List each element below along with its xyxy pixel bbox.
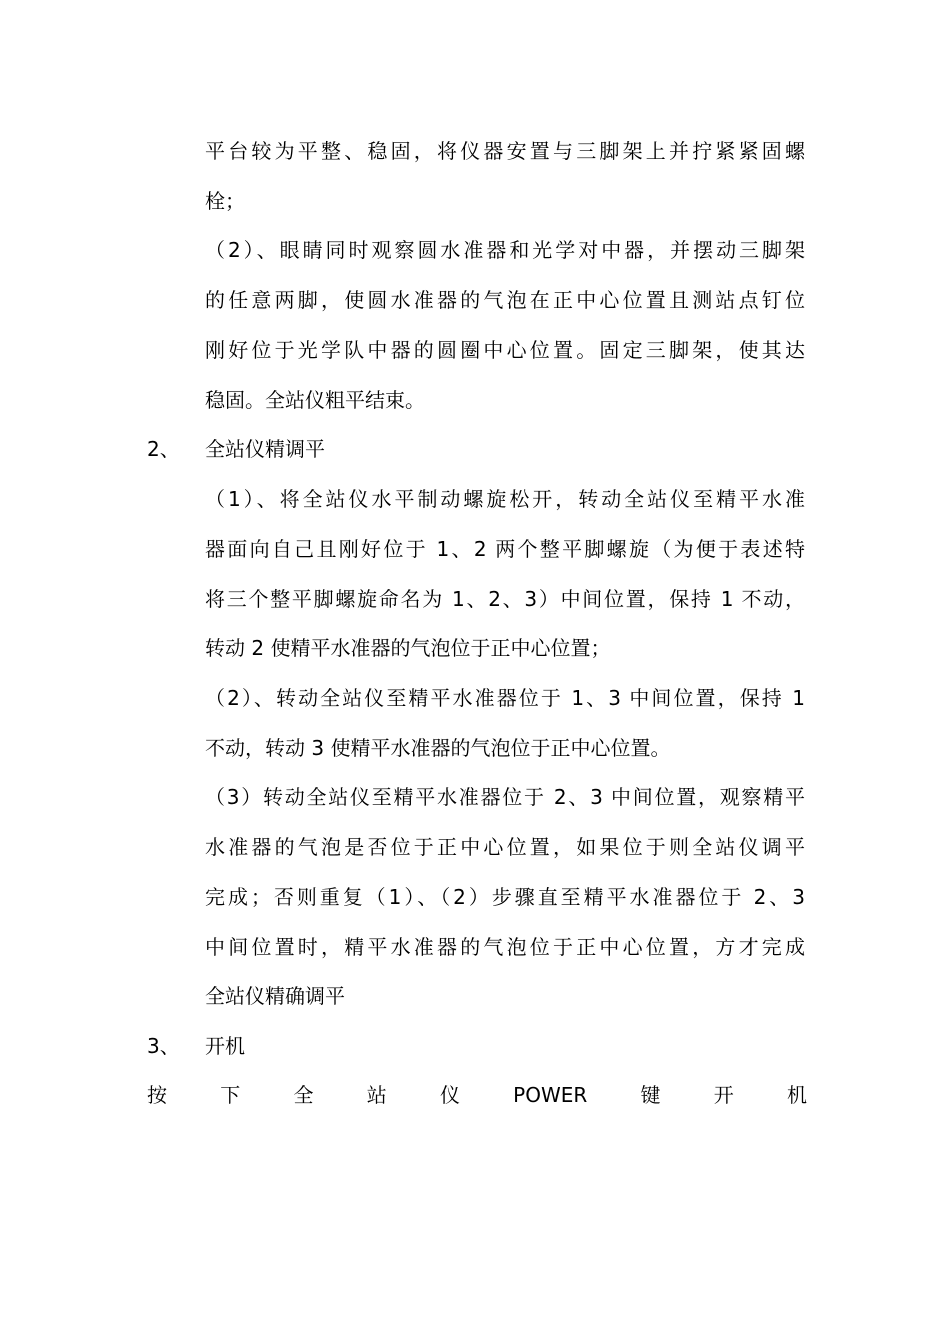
paragraph-line: 器面向自己且刚好位于 1、2 两个整平脚螺旋（为便于表述特 — [205, 537, 805, 561]
spread-word: 按 — [147, 1083, 167, 1107]
paragraph-line: 完成；否则重复（1）、（2）步骤直至精平水准器位于 2、3 — [205, 885, 805, 909]
paragraph-line: 水准器的气泡是否位于正中心位置，如果位于则全站仪调平 — [205, 835, 805, 859]
paragraph-line: 不动，转动 3 使精平水准器的气泡位于正中心位置。 — [205, 736, 671, 760]
paragraph-line: （1）、将全站仪水平制动螺旋松开，转动全站仪至精平水准 — [205, 487, 805, 511]
spread-word: 下 — [220, 1083, 241, 1107]
paragraph-line: 将三个整平脚螺旋命名为 1、2、3）中间位置，保持 1 不动， — [205, 587, 805, 611]
section-heading: 开机 — [205, 1034, 245, 1058]
spread-word: 机 — [787, 1083, 807, 1107]
spread-word: 开 — [713, 1083, 734, 1107]
paragraph-line: （3）转动全站仪至精平水准器位于 2、3 中间位置，观察精平 — [205, 785, 805, 809]
paragraph-line: （2）、眼睛同时观察圆水准器和光学对中器，并摆动三脚架 — [205, 238, 805, 262]
paragraph-line: 栓； — [205, 189, 245, 213]
section-number: 3、 — [147, 1034, 180, 1058]
spread-word: 键 — [640, 1083, 661, 1107]
paragraph-line: 中间位置时，精平水准器的气泡位于正中心位置，方才完成 — [205, 935, 805, 959]
spread-word: 全 — [293, 1083, 314, 1107]
spread-word: POWER — [513, 1083, 588, 1107]
paragraph-line: （2）、转动全站仪至精平水准器位于 1、3 中间位置，保持 1 — [205, 686, 805, 710]
spread-word: 站 — [366, 1083, 387, 1107]
paragraph-line: 全站仪精确调平 — [205, 984, 345, 1008]
justified-line — [147, 1082, 807, 1108]
paragraph-line: 的任意两脚，使圆水准器的气泡在正中心位置且测站点钉位 — [205, 288, 805, 312]
paragraph-line: 平台较为平整、稳固，将仪器安置与三脚架上并拧紧紧固螺 — [205, 139, 805, 163]
section-heading: 全站仪精调平 — [205, 437, 325, 461]
paragraph-line: 刚好位于光学队中器的圆圈中心位置。固定三脚架，使其达 — [205, 338, 805, 362]
section-number: 2、 — [147, 437, 180, 461]
paragraph-line: 转动 2 使精平水准器的气泡位于正中心位置； — [205, 636, 611, 660]
paragraph-line: 稳固。全站仪粗平结束。 — [205, 388, 425, 412]
spread-word: 仪 — [439, 1083, 460, 1107]
